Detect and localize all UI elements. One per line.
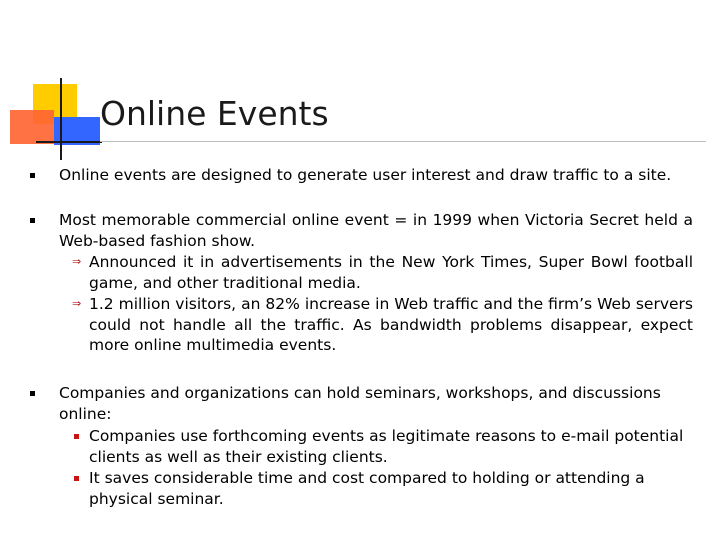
sub-point-2-1: Announced it in advertisements in the New York Times, Super Bowl football game, and other traditional media. — [89, 253, 693, 292]
slide-title: Online Events — [100, 94, 329, 133]
sub-point-3-1: Companies use forthcoming events as legitimate reasons to e-mail potential clients as well as their existing clients. — [89, 427, 684, 466]
arrow-bullet-icon: ⇒ — [72, 255, 82, 268]
title-underline — [100, 141, 706, 142]
bullet-square-icon — [30, 218, 35, 223]
bullet-point-1: Online events are designed to generate user interest and draw traffic to a site. — [59, 166, 672, 184]
sub-bullet-square-icon — [74, 476, 79, 481]
bullet-point-2: Most memorable commercial online event = in 1999 when Victoria Secret held a Web-based fashion show. — [59, 211, 693, 250]
sub-point-2-2: 1.2 million visitors, an 82% increase in Web traffic and the firm’s Web servers could not handle all the traffic. As bandwidth problems disappear, expect more online multimedia events. — [89, 295, 693, 354]
bullet-point-3: Companies and organizations can hold seminars, workshops, and discussions online: — [59, 384, 661, 423]
decor-red-square — [10, 110, 54, 144]
decor-horizontal-line — [36, 141, 102, 143]
bullet-square-icon — [30, 173, 35, 178]
sub-point-3-2: It saves considerable time and cost compared to holding or attending a physical seminar. — [89, 469, 645, 508]
bullet-square-icon — [30, 391, 35, 396]
decor-vertical-line — [60, 78, 62, 160]
arrow-bullet-icon: ⇒ — [72, 297, 82, 310]
sub-bullet-square-icon — [74, 434, 79, 439]
